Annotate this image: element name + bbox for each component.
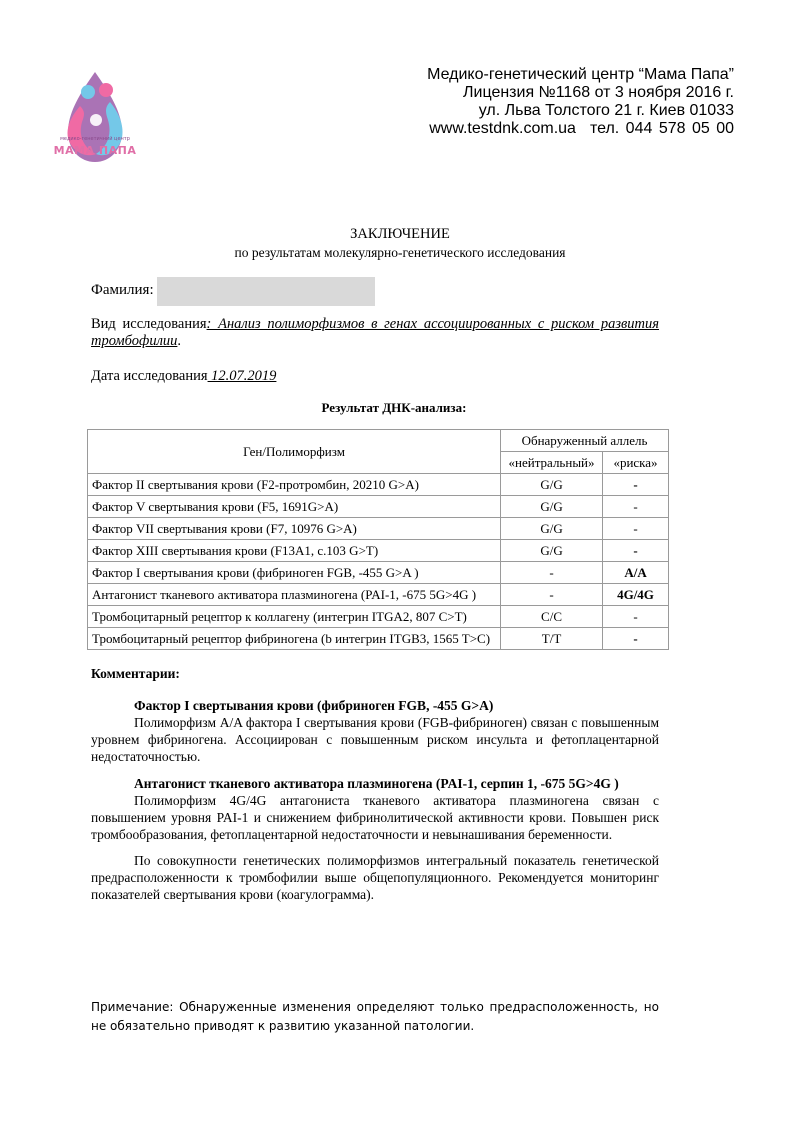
risk-allele-cell: - xyxy=(603,496,669,518)
risk-allele-cell: - xyxy=(603,518,669,540)
summary-block xyxy=(91,852,659,903)
table-row xyxy=(88,562,669,584)
results-table xyxy=(87,429,669,650)
risk-allele-cell: A/A xyxy=(603,562,669,584)
table-header-row xyxy=(88,430,669,452)
website-link[interactable]: www.testdnk.com.ua xyxy=(429,120,576,137)
table-row xyxy=(88,584,669,606)
risk-allele-cell: - xyxy=(603,606,669,628)
surname-label: Фамилия: xyxy=(91,282,154,298)
study-type-value: : Анализ полиморфизмов в генах ассоциированных с риском развития тромбофилии xyxy=(91,316,660,349)
column-header-gene: Ген/Полиморфизм xyxy=(88,430,501,474)
column-header-risk: «риска» xyxy=(603,452,669,474)
phone-number: тел. 044 578 05 00 xyxy=(589,120,734,137)
study-date xyxy=(91,368,276,385)
table-row xyxy=(88,496,669,518)
neutral-allele-cell: - xyxy=(501,562,603,584)
gene-cell: Фактор VII свертывания крови (F7, 10976 G>A) xyxy=(88,518,501,540)
neutral-allele-cell: G/G xyxy=(501,496,603,518)
document-title: ЗАКЛЮЧЕНИЕ xyxy=(350,226,450,242)
neutral-allele-cell: C/C xyxy=(501,606,603,628)
neutral-allele-cell: G/G xyxy=(501,540,603,562)
contact-line xyxy=(427,120,734,138)
comment-block-pai1 xyxy=(91,775,659,843)
risk-allele-cell: - xyxy=(603,474,669,496)
risk-allele-cell: - xyxy=(603,540,669,562)
comment-heading: Фактор I свертывания крови (фибриноген FGB, -455 G>A) xyxy=(134,698,494,713)
study-type: Вид исследования: Анализ полиморфизмов в генах ассоциированных с риском развития тромбофилии. xyxy=(91,316,660,349)
logo-caption-small: медико-генетичний центр xyxy=(60,136,130,142)
table-row xyxy=(88,474,669,496)
document-subtitle: по результатам молекулярно-генетического исследования xyxy=(234,245,566,260)
risk-allele-cell: 4G/4G xyxy=(603,584,669,606)
study-date-value: 12.07.2019 xyxy=(207,368,277,384)
disclaimer-note: Примечание: Обнаруженные изменения определяют только предрасположенность, но не обязательно приводят к развитию указанной патологии. xyxy=(91,1000,659,1033)
center-name: Медико-генетический центр “Мама Папа” xyxy=(427,66,734,83)
comment-text: Полиморфизм 4G/4G антагониста тканевого активатора плазминогена связан с повышением уровня PAI-1 и снижением фибринолитической активности крови. Повышен риск тромбообразования, фетоплацентарной недостаточности и невынашивания беременности. xyxy=(91,793,659,842)
summary-text: По совокупности генетических полиморфизмов интегральный показатель генетической предрасположенности к тромбофилии выше общепопуляционного. Рекомендуется мониторинг показателей свертывания крови (коагулограмма). xyxy=(91,853,659,902)
table-row xyxy=(88,540,669,562)
gene-cell: Фактор V свертывания крови (F5, 1691G>A) xyxy=(88,496,501,518)
comment-heading: Антагонист тканевого активатора плазминогена (PAI-1, серпин 1, -675 5G>4G ) xyxy=(134,776,619,791)
study-type-label: Вид исследования xyxy=(91,316,207,332)
license-line: Лицензия №1168 от 3 ноября 2016 г. xyxy=(463,84,734,101)
logo-caption-big: МАМА ПАПА xyxy=(53,144,137,157)
result-title: Результат ДНК-анализа: xyxy=(321,400,467,415)
center-header xyxy=(427,66,734,138)
neutral-allele-cell: - xyxy=(501,584,603,606)
table-row xyxy=(88,518,669,540)
table-row xyxy=(88,606,669,628)
table-row xyxy=(88,628,669,650)
address-line: ул. Льва Толстого 21 г. Киев 01033 xyxy=(478,102,734,119)
gene-cell: Фактор II свертывания крови (F2-протромбин, 20210 G>A) xyxy=(88,474,501,496)
gene-cell: Тромбоцитарный рецептор к коллагену (интегрин ITGA2, 807 C>T) xyxy=(88,606,501,628)
comment-text: Полиморфизм A/A фактора I свертывания крови (FGB-фибриноген) связан с повышенным уровнем фибриногена. Ассоциирован с повышенным риском инсульта и фетоплацентарной недостаточностью. xyxy=(91,715,659,764)
gene-cell: Тромбоцитарный рецептор фибриногена (b интегрин ITGB3, 1565 T>C) xyxy=(88,628,501,650)
comment-block-fgb xyxy=(91,697,659,765)
neutral-allele-cell: T/T xyxy=(501,628,603,650)
surname-redacted-field xyxy=(157,277,375,306)
gene-cell: Фактор I свертывания крови (фибриноген FGB, -455 G>A ) xyxy=(88,562,501,584)
neutral-allele-cell: G/G xyxy=(501,474,603,496)
column-header-allele: Обнаруженный аллель xyxy=(501,430,669,452)
neutral-allele-cell: G/G xyxy=(501,518,603,540)
comments-title: Комментарии: xyxy=(91,666,180,681)
risk-allele-cell: - xyxy=(603,628,669,650)
gene-cell: Антагонист тканевого активатора плазминогена (PAI-1, -675 5G>4G ) xyxy=(88,584,501,606)
column-header-neutral: «нейтральный» xyxy=(501,452,603,474)
study-date-label: Дата исследования xyxy=(91,368,208,384)
gene-cell: Фактор XIII свертывания крови (F13A1, c.103 G>T) xyxy=(88,540,501,562)
